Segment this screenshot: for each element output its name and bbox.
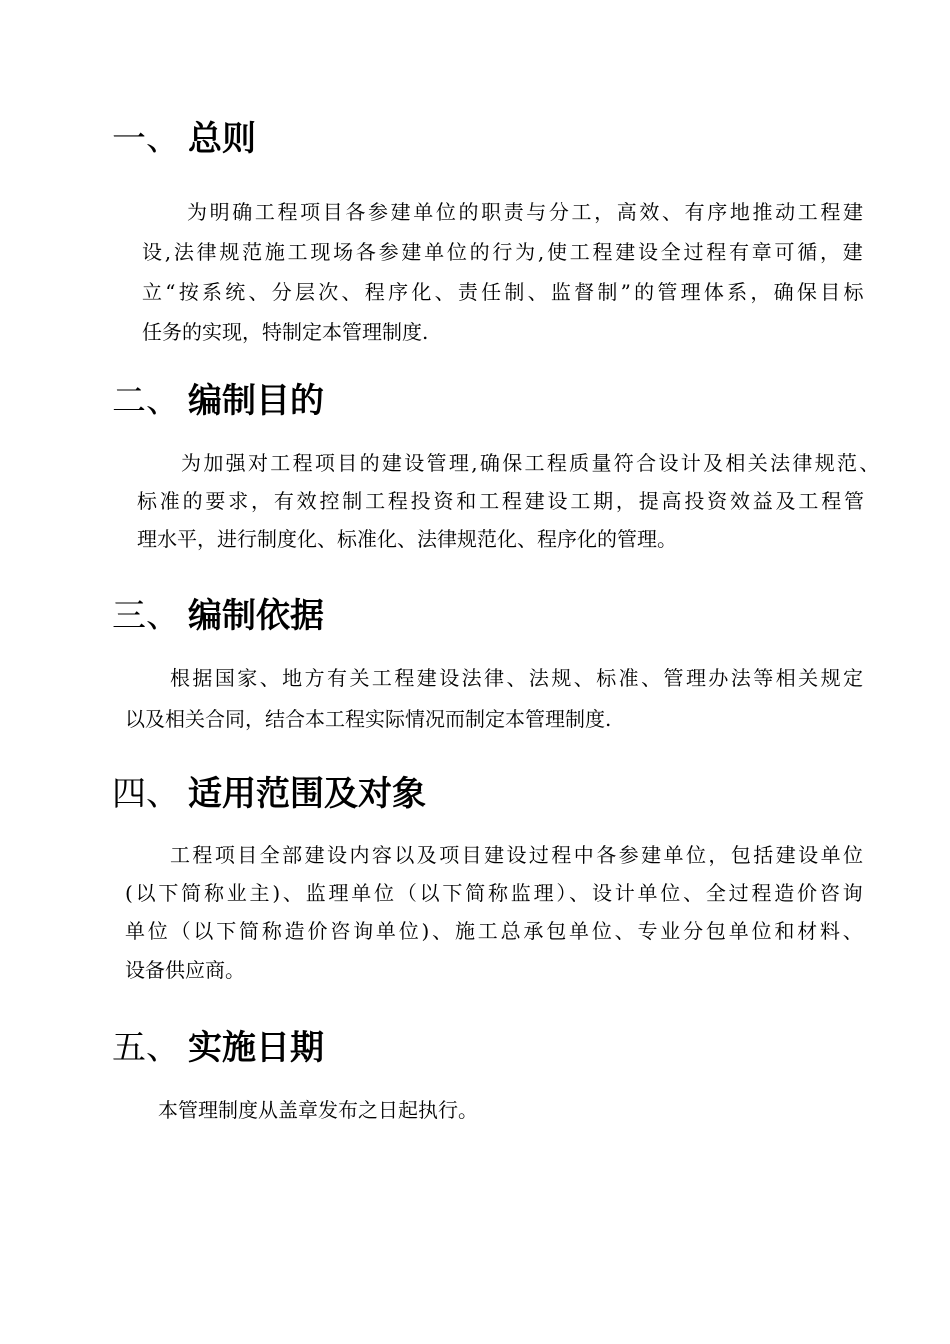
paragraph-line: 单位（以下简称造价咨询单位)、施工总承包单位、专业分包单位和材料、 (125, 919, 866, 943)
section-title: 总则 (188, 119, 256, 159)
paragraph-line: 以及相关合同，结合本工程实际情况而制定本管理制度. (125, 707, 612, 731)
section-title: 编制目的 (188, 381, 324, 421)
paragraph-line: 设备供应商。 (125, 958, 245, 982)
section-number: 二、 (112, 381, 180, 421)
paragraph-line: 根据国家、地方有关工程建设法律、法规、标准、管理办法等相关规定 (170, 666, 866, 690)
paragraph-line: 立“按系统、分层次、程序化、责任制、监督制”的管理体系，确保目标 (142, 280, 867, 304)
section-heading-purpose (112, 377, 324, 425)
paragraph-line: 理水平，进行制度化、标准化、法律规范化、程序化的管理。 (137, 527, 677, 551)
paragraph-line: 为明确工程项目各参建单位的职责与分工，高效、有序地推动工程建 (187, 200, 866, 224)
paragraph-line: 设,法律规范施工现场各参建单位的行为,使工程建设全过程有章可循，建 (142, 240, 866, 264)
paragraph-line: 本管理制度从盖章发布之日起执行。 (158, 1098, 478, 1122)
paragraph-line: (以下简称业主)、监理单位（以下简称监理）、设计单位、全过程造价咨询 (125, 881, 866, 905)
section-title: 适用范围及对象 (188, 774, 426, 814)
section-title: 实施日期 (188, 1028, 324, 1068)
paragraph-line: 任务的实现，特制定本管理制度. (142, 320, 429, 344)
section-number: 一、 (112, 119, 180, 159)
section-heading-general (112, 115, 256, 163)
paragraph-line: 工程项目全部建设内容以及项目建设过程中各参建单位，包括建设单位 (170, 843, 866, 867)
section-number: 五、 (112, 1028, 180, 1068)
section-heading-scope (112, 770, 426, 818)
section-number: 四、 (112, 774, 180, 814)
section-heading-effective-date (112, 1024, 324, 1072)
section-number: 三、 (112, 596, 180, 636)
paragraph-line: 标准的要求，有效控制工程投资和工程建设工期，提高投资效益及工程管 (137, 489, 867, 513)
section-title: 编制依据 (188, 596, 324, 636)
paragraph-line: 为加强对工程项目的建设管理,确保工程质量符合设计及相关法律规范、 (181, 451, 882, 475)
section-heading-basis (112, 592, 324, 640)
